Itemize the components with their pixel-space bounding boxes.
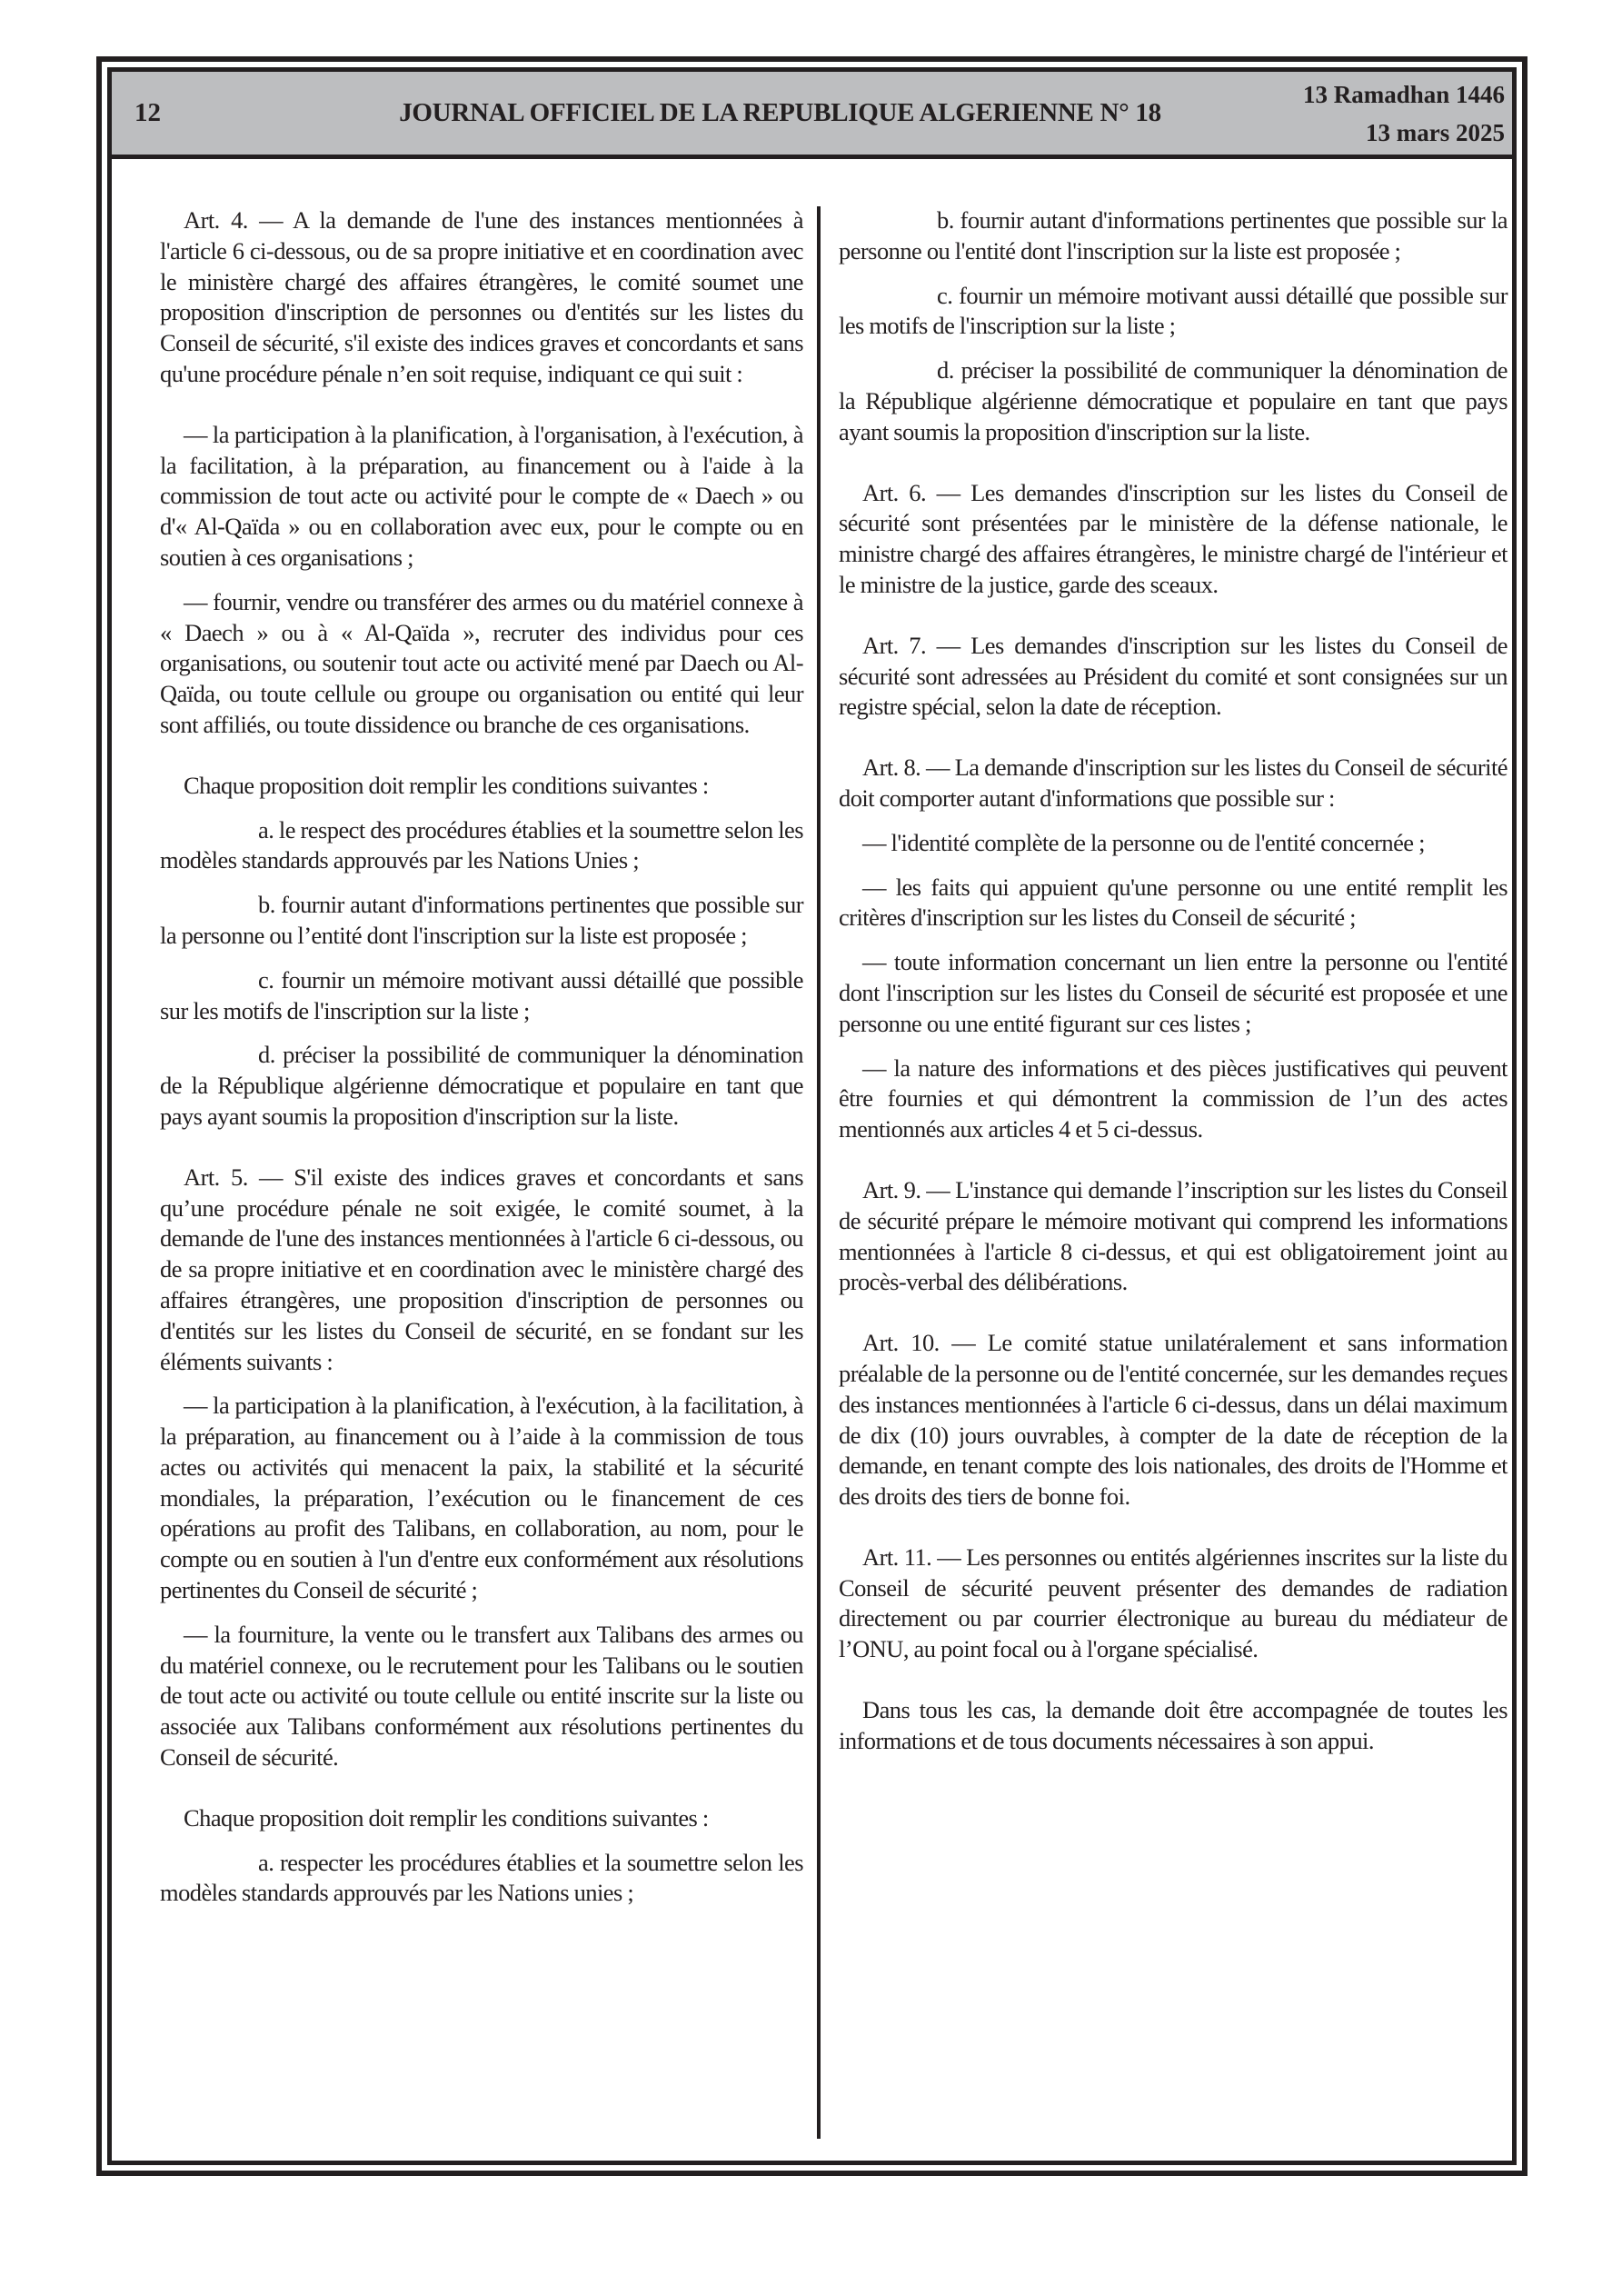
condition-d: d. préciser la possibilité de communiquer la dénomination de la République algérienne démocratique et populaire en tant que pays ayant soumis la proposition d'inscription sur la liste. (160, 1041, 803, 1130)
article-10: Art. 10. — Le comité statue unilatéralement et sans information préalable de la personne ou de l'entité concernée, sur les demandes reçues des instances mentionnées à l'article 6 ci-dessus, dans un délai maximum de dix (10) jours ouvrables, à compter de la date de réception de la demande, en tenant compte des lois nationales, des droits de l'Homme et des droits des tiers de bonne foi. (839, 1329, 1508, 1511)
condition-b: b. fournir autant d'informations pertinentes que possible sur la personne ou l’entité dont l'inscription sur la liste est proposée ; (160, 891, 803, 949)
article-4: Art. 4. — A la demande de l'une des instances mentionnées à l'article 6 ci-dessous, ou de sa propre initiative et en coordination avec le ministère chargé des affaires étrangères, le comité soumet une proposition d'inscription de personnes ou d'entités sur les listes du Conseil de sécurité, s'il existe des indices graves et concordants et sans qu'une procédure pénale n’en soit requise, indiquant ce qui suit : (160, 206, 803, 387)
page-number: 12 (134, 98, 161, 127)
article-8: Art. 8. — La demande d'inscription sur les listes du Conseil de sécurité doit comporter autant d'informations que possible sur : (839, 754, 1508, 812)
list-item: — la participation à la planification, à l'exécution, à la facilitation, à la préparation, au financement ou à l’aide à la commission de tous actes ou activités qui menacent la paix, la stabilité et la sécurité mondiales, la préparation, l’exécution ou le financement de ces opérations au profit des Talibans, en collaboration, au nom, pour le compte ou en soutien à l'un d'entre eux conformément aux résolutions pertinentes du Conseil de sécurité ; (160, 1392, 803, 1604)
condition-a: a. le respect des procédures établies et la soumettre selon les modèles standards approuvés par les Nations Unies ; (160, 815, 803, 874)
list-item: — la nature des informations et des pièces justificatives qui peuvent être fournies et qui démontrent la commission de l’un des actes mentionnés aux articles 4 et 5 ci-dessus. (839, 1053, 1508, 1143)
conditions-intro: Chaque proposition doit remplir les conditions suivantes : (184, 771, 709, 799)
list-item: — toute information concernant un lien entre la personne ou l'entité dont l'inscription sur les listes du Conseil de sécurité est proposée et une personne ou une entité figurant sur ces listes ; (839, 948, 1508, 1037)
date-gregorian: 13 mars 2025 (1366, 119, 1505, 146)
list-item: — la participation à la planification, à l'organisation, à l'exécution, à la facilitation, à la préparation, au financement ou à l'aide à la commission de tout acte ou activité pour le compte de « Daech » ou d'« Al-Qaïda » ou en collaboration avec eux, pour le compte ou en soutien à ces organisations ; (160, 420, 803, 571)
condition-c: c. fournir un mémoire motivant aussi détaillé que possible sur les motifs de l'inscription sur la liste ; (839, 281, 1508, 340)
date-hijri: 13 Ramadhan 1446 (1302, 81, 1505, 108)
right-column (839, 205, 1508, 1771)
conditions-intro: Chaque proposition doit remplir les conditions suivantes : (184, 1803, 709, 1832)
article-5: Art. 5. — S'il existe des indices graves et concordants et sans qu’une procédure pénale ne soit exigée, le comité soumet, à la demande de l'une des instances mentionnées à l'article 6 ci-dessous, ou de sa propre initiative et en coordination avec le ministère chargé des affaires étrangères, une proposition d'inscription de personnes ou d'entités sur les listes du Conseil de sécurité, en se fondant sur les éléments suivants : (160, 1163, 803, 1375)
issue-dates (1303, 75, 1505, 152)
left-column (160, 205, 803, 1922)
page-outer-border (96, 56, 1527, 2176)
journal-header (112, 72, 1512, 159)
condition-d: d. préciser la possibilité de communiquer la dénomination de la République algérienne démocratique et populaire en tant que pays ayant soumis la proposition d'inscription sur la liste. (839, 356, 1508, 445)
article-9: Art. 9. — L'instance qui demande l’inscription sur les listes du Conseil de sécurité prépare le mémoire motivant qui comprend les informations mentionnées à l'article 8 ci-dessus, et qui est obligatoirement joint au procès-verbal des délibérations. (839, 1175, 1508, 1296)
condition-c: c. fournir un mémoire motivant aussi détaillé que possible sur les motifs de l'inscription sur la liste ; (160, 965, 803, 1024)
page-inner-border (107, 67, 1517, 2165)
article-6: Art. 6. — Les demandes d'inscription sur les listes du Conseil de sécurité sont présentées par le ministère de la défense nationale, le ministre chargé des affaires étrangères, le ministre chargé de l'intérieur et le ministre de la justice, garde des sceaux. (839, 478, 1508, 598)
journal-title: JOURNAL OFFICIEL DE LA REPUBLIQUE ALGERIENNE N° 18 (399, 98, 1161, 127)
list-item: — l'identité complète de la personne ou de l'entité concernée ; (862, 828, 1425, 856)
article-11: Art. 11. — Les personnes ou entités algériennes inscrites sur la liste du Conseil de sécurité peuvent présenter des demandes de radiation directement ou par courrier électronique au bureau du médiateur de l’ONU, au point focal ou à l'organe spécialisé. (839, 1542, 1508, 1663)
condition-a: a. respecter les procédures établies et la soumettre selon les modèles standards approuvés par les Nations unies ; (160, 1848, 803, 1907)
list-item: — la fourniture, la vente ou le transfert aux Talibans des armes ou du matériel connexe, ou le recrutement pour les Talibans ou le soutien de tout acte ou activité ou toute cellule ou entité inscrite sur la liste ou associée aux Talibans conformément aux résolutions pertinentes du Conseil de sécurité. (160, 1620, 803, 1772)
article-7: Art. 7. — Les demandes d'inscription sur les listes du Conseil de sécurité sont adressées au Président du comité et sont consignées sur un registre spécial, selon la date de réception. (839, 631, 1508, 721)
list-item: — fournir, vendre ou transférer des armes ou du matériel connexe à « Daech » ou à « Al-Qaïda », recruter des individus pour ces organisations, ou soutenir tout acte ou activité mené par Daech ou Al-Qaïda, ou toute cellule ou groupe ou organisation ou entité qui leur sont affiliés, ou toute dissidence ou branche de ces organisations. (160, 587, 803, 738)
condition-b: b. fournir autant d'informations pertinentes que possible sur la personne ou l'entité dont l'inscription sur la liste est proposée ; (839, 206, 1508, 265)
list-item: — les faits qui appuient qu'une personne ou une entité remplit les critères d'inscription sur les listes du Conseil de sécurité ; (839, 873, 1508, 932)
column-divider (817, 206, 821, 2139)
closing-paragraph: Dans tous les cas, la demande doit être accompagnée de toutes les informations et de tous documents nécessaires à son appui. (839, 1696, 1508, 1754)
